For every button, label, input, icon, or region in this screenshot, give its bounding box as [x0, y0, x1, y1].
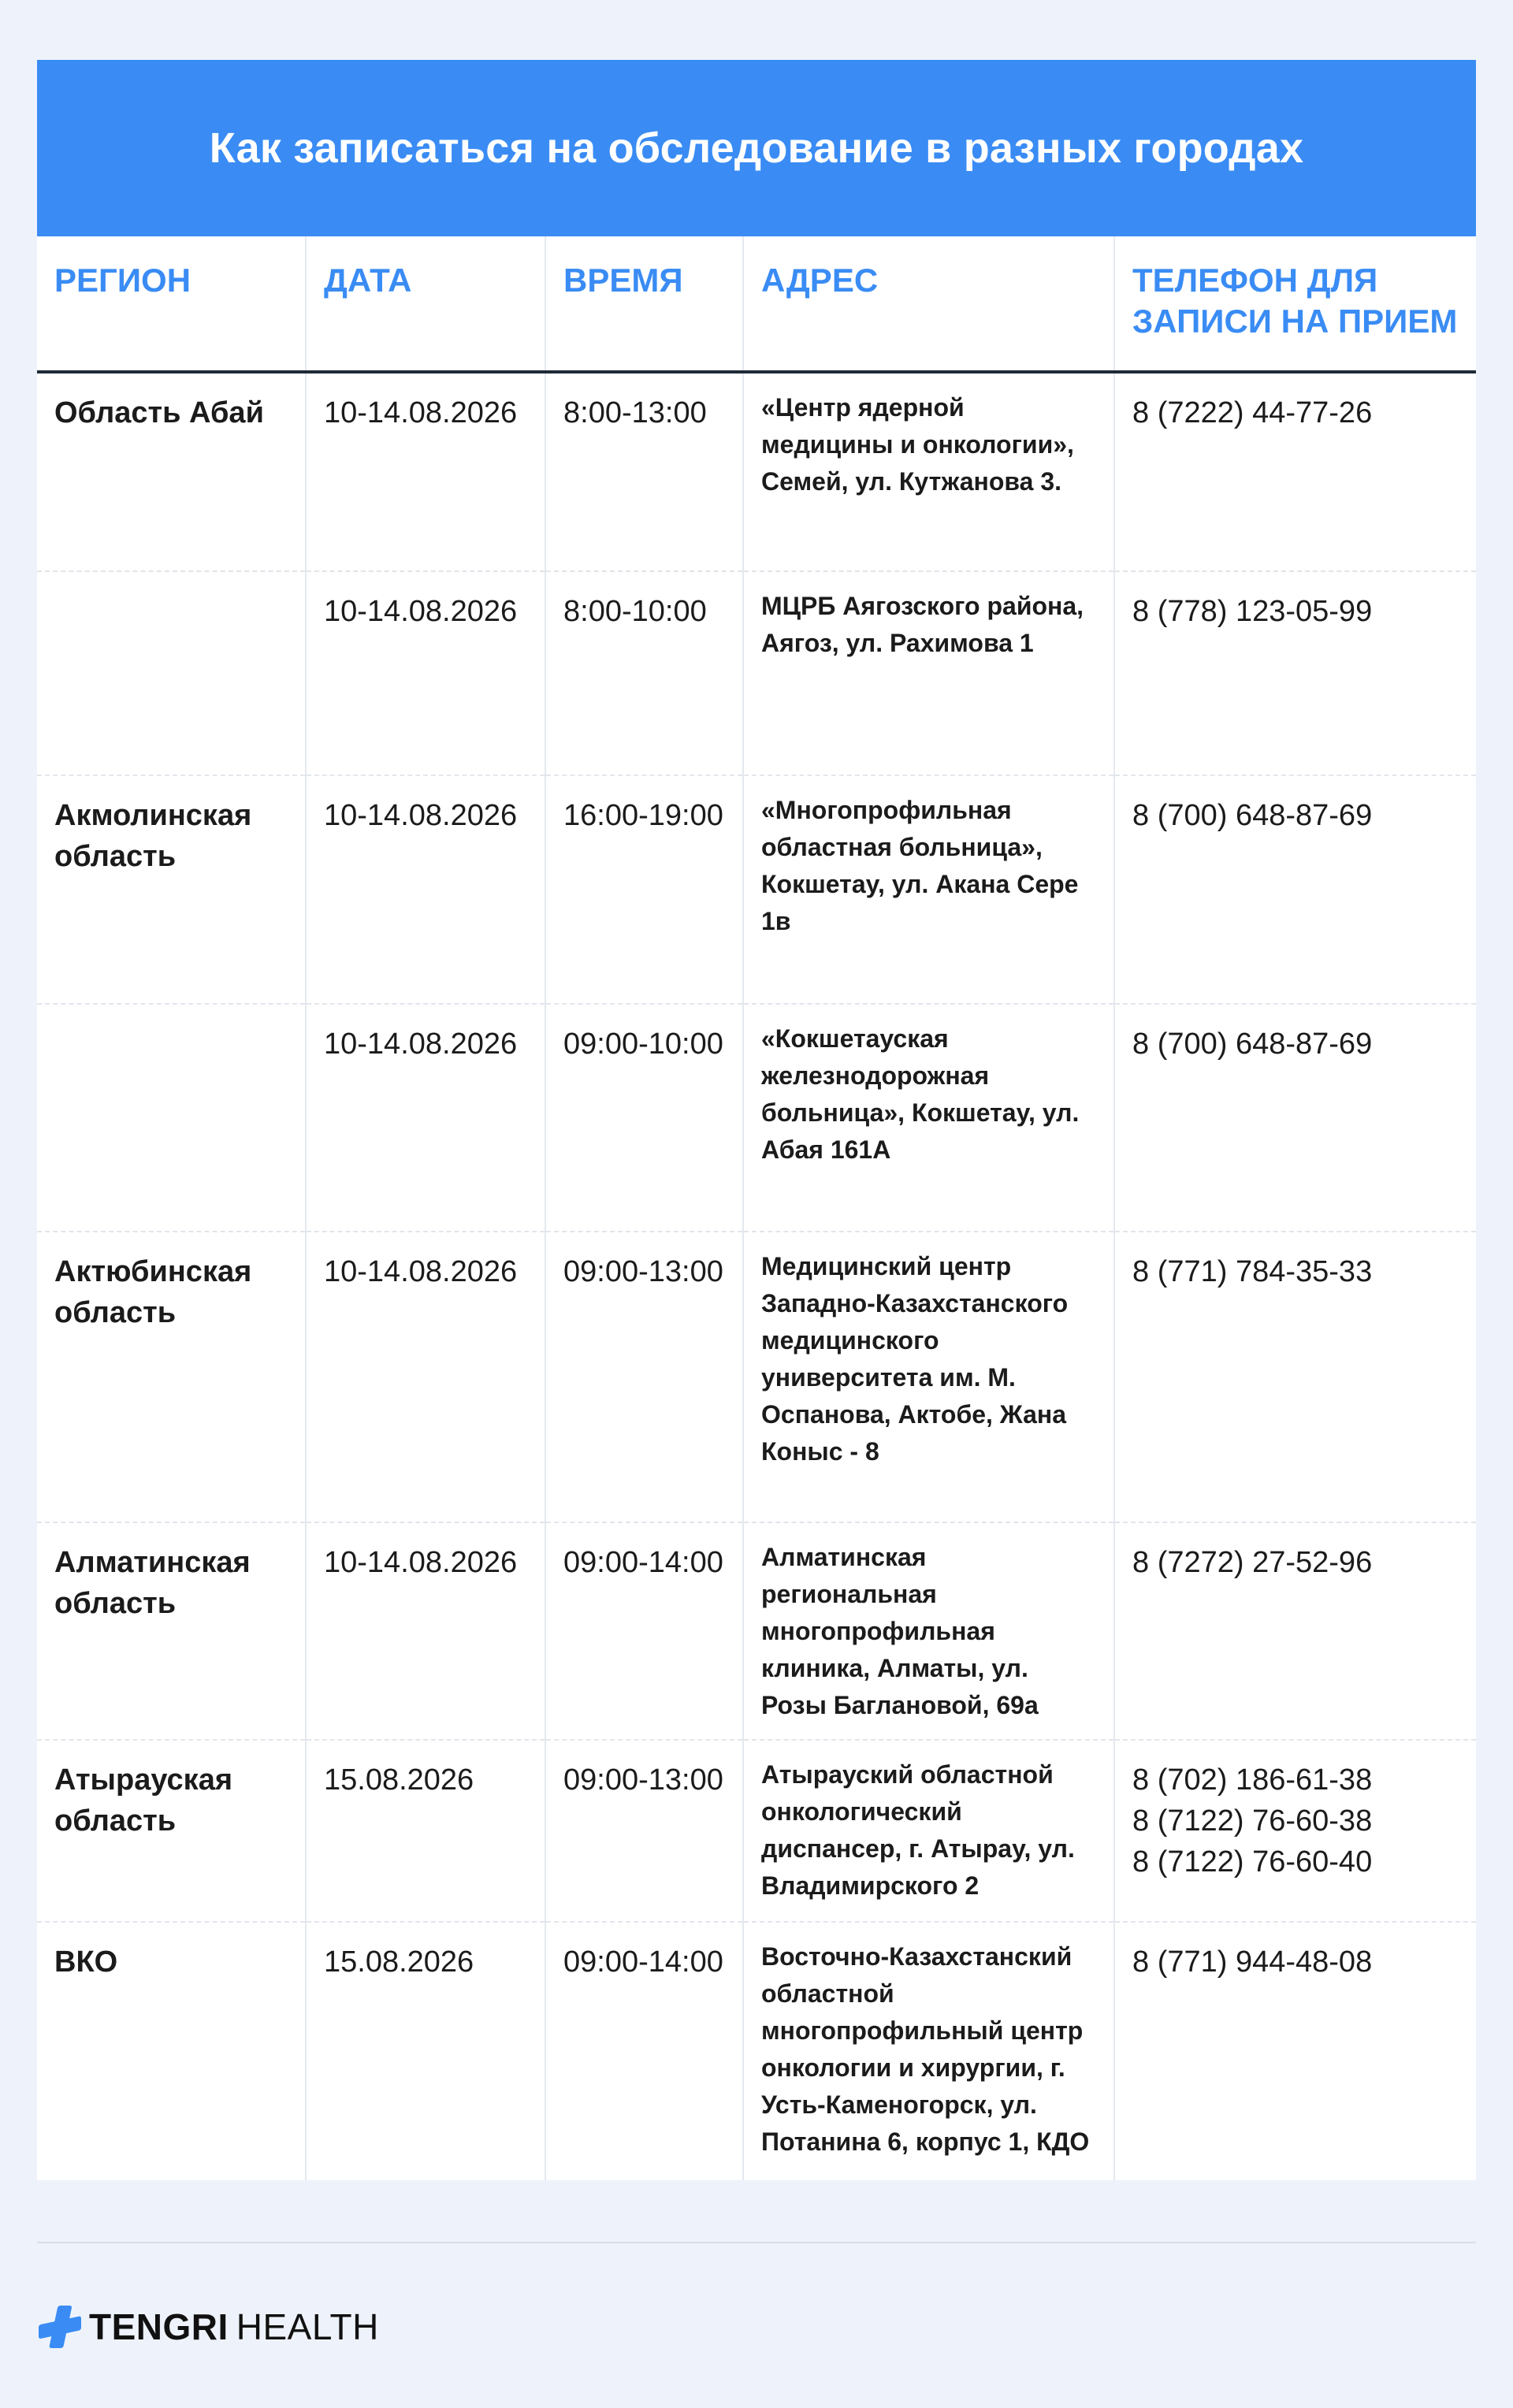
- cell-region: [37, 571, 306, 775]
- table-row: [37, 775, 1476, 1004]
- cell-address: «Многопрофильная областная больница», Кокшетау, ул. Акана Сере 1в: [743, 775, 1114, 1004]
- cell-time: 09:00-10:00: [545, 1004, 743, 1232]
- cell-address: Восточно-Казахстанский областной многопрофильный центр онкологии и хирургии, г. Усть-Каменогорск, ул. Потанина 6, корпус 1, КДО: [743, 1922, 1114, 2180]
- table-header-row: [37, 236, 1476, 372]
- header-date: ДАТА: [306, 236, 545, 372]
- header-region: РЕГИОН: [37, 236, 306, 372]
- cell-address: Алматинская региональная многопрофильная клиника, Алматы, ул. Розы Баглановой, 69а: [743, 1522, 1114, 1740]
- table-row: [37, 1522, 1476, 1740]
- header-address: АДРЕС: [743, 236, 1114, 372]
- phone-number: 8 (778) 123-05-99: [1132, 595, 1373, 628]
- cell-date: 10-14.08.2026: [306, 1232, 545, 1522]
- cell-phone: [1114, 372, 1476, 571]
- cell-date: 15.08.2026: [306, 1922, 545, 2180]
- tengri-health-logo: [37, 2304, 379, 2350]
- cell-phone: [1114, 1232, 1476, 1522]
- phone-number: 8 (771) 944-48-08: [1132, 1945, 1373, 1979]
- cell-address: Атырауский областной онкологический диспансер, г. Атырау, ул. Владимирского 2: [743, 1740, 1114, 1922]
- footer-divider: [37, 2242, 1476, 2243]
- cell-region: ВКО: [37, 1922, 306, 2180]
- cell-region: Алматинская область: [37, 1522, 306, 1740]
- table-row: [37, 1004, 1476, 1232]
- cell-time: 09:00-13:00: [545, 1232, 743, 1522]
- cell-phone: [1114, 571, 1476, 775]
- cell-region: Акмолинская область: [37, 775, 306, 1004]
- cell-address: МЦРБ Аягозского района, Аягоз, ул. Рахимова 1: [743, 571, 1114, 775]
- phone-number: 8 (7122) 76-60-38: [1132, 1804, 1373, 1838]
- cell-date: 10-14.08.2026: [306, 1522, 545, 1740]
- cell-time: 09:00-14:00: [545, 1522, 743, 1740]
- table-row: [37, 1740, 1476, 1922]
- cell-time: 8:00-10:00: [545, 571, 743, 775]
- cell-address: «Кокшетауская железнодорожная больница», Кокшетау, ул. Абая 161А: [743, 1004, 1114, 1232]
- cell-phone: [1114, 775, 1476, 1004]
- cell-date: 10-14.08.2026: [306, 1004, 545, 1232]
- cell-time: 09:00-13:00: [545, 1740, 743, 1922]
- table-row: [37, 571, 1476, 775]
- table-row: [37, 372, 1476, 571]
- cell-phone: [1114, 1004, 1476, 1232]
- cell-time: 16:00-19:00: [545, 775, 743, 1004]
- schedule-table: [37, 236, 1476, 2180]
- schedule-card: [37, 60, 1476, 2180]
- table-row: [37, 1922, 1476, 2180]
- page-title: Как записаться на обследование в разных городах: [209, 124, 1304, 172]
- cell-phone: [1114, 1922, 1476, 2180]
- phone-number: 8 (700) 648-87-69: [1132, 1027, 1373, 1061]
- cell-phone: [1114, 1522, 1476, 1740]
- logo-brand: TENGRI: [89, 2306, 229, 2347]
- cell-region: Атырауская область: [37, 1740, 306, 1922]
- cell-region: [37, 1004, 306, 1232]
- header-phone: ТЕЛЕФОН ДЛЯ ЗАПИСИ НА ПРИЕМ: [1114, 236, 1476, 372]
- cell-date: 10-14.08.2026: [306, 372, 545, 571]
- logo-product: HEALTH: [236, 2306, 379, 2347]
- phone-number: 8 (700) 648-87-69: [1132, 799, 1373, 832]
- cell-time: 8:00-13:00: [545, 372, 743, 571]
- cell-region: Область Абай: [54, 396, 264, 429]
- title-banner: [37, 60, 1476, 236]
- cell-address: «Центр ядерной медицины и онкологии», Семей, ул. Кутжанова 3.: [743, 372, 1114, 571]
- cross-logo-icon: [37, 2304, 83, 2350]
- cell-date: 10-14.08.2026: [306, 775, 545, 1004]
- phone-number: 8 (7222) 44-77-26: [1132, 396, 1373, 429]
- header-time: ВРЕМЯ: [545, 236, 743, 372]
- phone-number: 8 (7122) 76-60-40: [1132, 1845, 1373, 1878]
- cell-region: Актюбинская область: [37, 1232, 306, 1522]
- phone-number: 8 (7272) 27-52-96: [1132, 1546, 1373, 1579]
- phone-number: 8 (771) 784-35-33: [1132, 1255, 1373, 1288]
- cell-address: Медицинский центр Западно-Казахстанского медицинского университета им. М. Оспанова, Актобе, Жана Коныс - 8: [743, 1232, 1114, 1522]
- cell-phone: [1114, 1740, 1476, 1922]
- phone-number: 8 (702) 186-61-38: [1132, 1763, 1373, 1797]
- table-row: [37, 1232, 1476, 1522]
- cell-time: 09:00-14:00: [545, 1922, 743, 2180]
- cell-date: 15.08.2026: [306, 1740, 545, 1922]
- cell-date: 10-14.08.2026: [306, 571, 545, 775]
